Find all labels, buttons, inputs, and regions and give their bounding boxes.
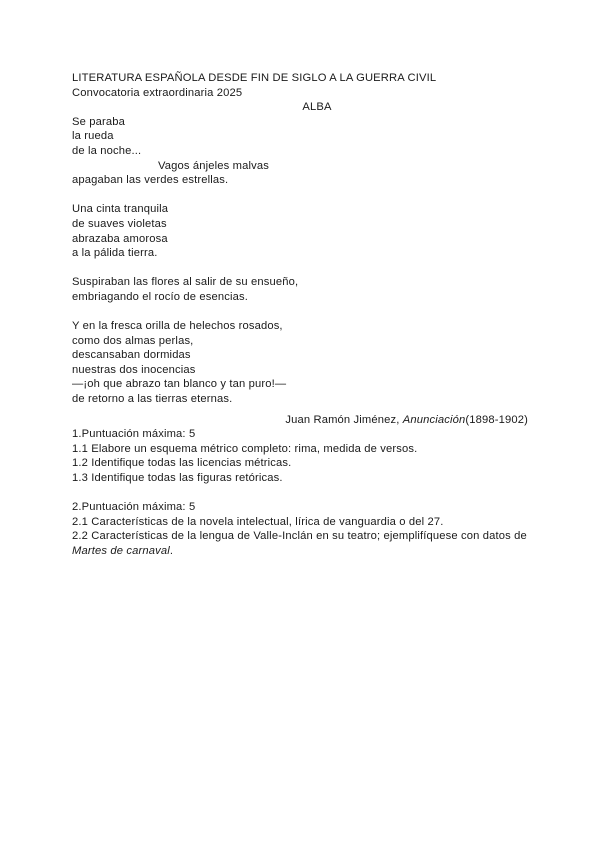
poem-verse: apagaban las verdes estrellas. — [72, 174, 229, 187]
question-2 — [72, 500, 542, 558]
exam-title: LITERATURA ESPAÑOLA DESDE FIN DE SIGLO A LA GUERRA CIVIL — [72, 72, 437, 84]
question-item: 2.1 Características de la novela intelectual, lírica de vanguardia o del 27. — [72, 515, 444, 528]
poem-verse: —¡oh que abrazo tan blanco y tan puro!— — [72, 378, 287, 391]
poem-verse: la rueda — [72, 130, 114, 143]
question-heading: 2.Puntuación máxima: 5 — [72, 501, 196, 514]
poem-stanza-3 — [72, 275, 542, 304]
question-item: 1.1 Elabore un esquema métrico completo: rima, medida de versos. — [72, 442, 418, 455]
poem-verse: a la pálida tierra. — [72, 247, 158, 260]
poem-verse: embriagando el rocío de esencias. — [72, 290, 248, 303]
poem-stanza-4 — [72, 319, 542, 407]
question-item: 1.2 Identifique todas las licencias métricas. — [72, 457, 292, 470]
attribution-years: (1898-1902) — [465, 413, 528, 426]
punctuation: . — [169, 545, 174, 557]
exam-session: Convocatoria extraordinaria 2025 — [72, 86, 243, 99]
question-heading: 1.Puntuación máxima: 5 — [72, 428, 196, 441]
poem-verse: nuestras dos inocencias — [72, 363, 196, 376]
poem-verse: Vagos ánjeles malvas — [158, 159, 269, 172]
poem-attribution — [72, 413, 542, 428]
poem-verse: de suaves violetas — [72, 217, 167, 230]
poem-stanza-2 — [72, 202, 542, 260]
poem-verse: Una cinta tranquila — [72, 203, 169, 216]
question-item: 1.3 Identifique todas las figuras retóricas. — [72, 472, 283, 485]
question-item: 2.2 Características de la lengua de Valle-Inclán en su teatro; ejemplifíquese con datos de — [72, 530, 527, 543]
poem-verse: abrazaba amorosa — [72, 232, 168, 245]
work-title: Martes de carnaval — [72, 545, 170, 557]
poem-verse: descansaban dormidas — [72, 349, 191, 362]
poem-verse: Y en la fresca orilla de helechos rosados, — [72, 320, 283, 333]
poem-verse: de retorno a las tierras eternas. — [72, 393, 233, 406]
poem-verse: como dos almas perlas, — [72, 334, 194, 347]
poem-verse: Suspiraban las flores al salir de su ensueño, — [72, 276, 299, 289]
poem-verse: Se paraba — [72, 115, 125, 128]
attribution-author: Juan Ramón Jiménez, — [285, 413, 403, 426]
question-item-continuation — [72, 544, 542, 559]
attribution-work: Anunciación — [402, 413, 466, 426]
poem-title: ALBA — [302, 101, 332, 114]
poem-verse: de la noche... — [72, 144, 142, 157]
exam-page — [72, 71, 542, 559]
question-1 — [72, 427, 542, 485]
poem-stanza-1 — [72, 115, 542, 188]
